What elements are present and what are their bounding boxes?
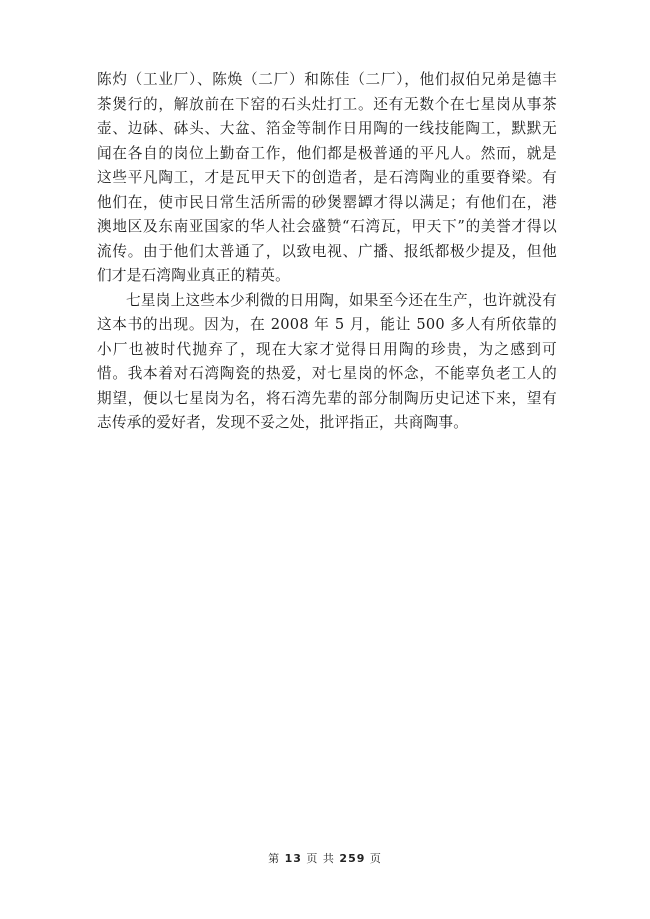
- footer-middle: 页 共: [306, 852, 335, 865]
- page-footer: [0, 850, 650, 866]
- footer-prefix: 第: [268, 852, 281, 865]
- current-page-number: 13: [284, 852, 302, 865]
- footer-suffix: 页: [369, 852, 382, 865]
- paragraph-qixinggang: 七星岗上这些本少利微的日用陶，如果至今还在生产，也许就没有这本书的出现。因为，在 2008 年 5 月，能让 500 多人有所依靠的小厂也被时代抛弃了，现在大家才觉得日用陶的珍贵，为之感到可惜。我本着对石湾陶瓷的热爱，对七星岗的怀念，不能辜负老工人的期望，便以七星岗为名，将石湾先辈的部分制陶历史记述下来，望有志传承的爱好者，发现不妥之处，批评指正，共商陶事。: [97, 291, 557, 431]
- body-text: [97, 68, 557, 436]
- paragraph-continuation: 陈灼（工业厂）、陈焕（二厂）和陈佳（二厂），他们叔伯兄弟是德丰茶煲行的，解放前在下窑的石头灶打工。还有无数个在七星岗从事茶壶、边砵、砵头、大盆、箔金等制作日用陶的一线技能陶工，默默无闻在各自的岗位上勤奋工作，他们都是极普通的平凡人。然而，就是这些平凡陶工，才是瓦甲天下的创造者，是石湾陶业的重要脊梁。有他们在，使市民日常生活所需的砂煲罂罈才得以满足；有他们在，港澳地区及东南亚国家的华人社会盛赞“石湾瓦，甲天下”的美誉才得以流传。由于他们太普通了，以致电视、广播、报纸都极少提及，但他们才是石湾陶业真正的精英。: [97, 71, 557, 284]
- total-pages-number: 259: [339, 852, 366, 865]
